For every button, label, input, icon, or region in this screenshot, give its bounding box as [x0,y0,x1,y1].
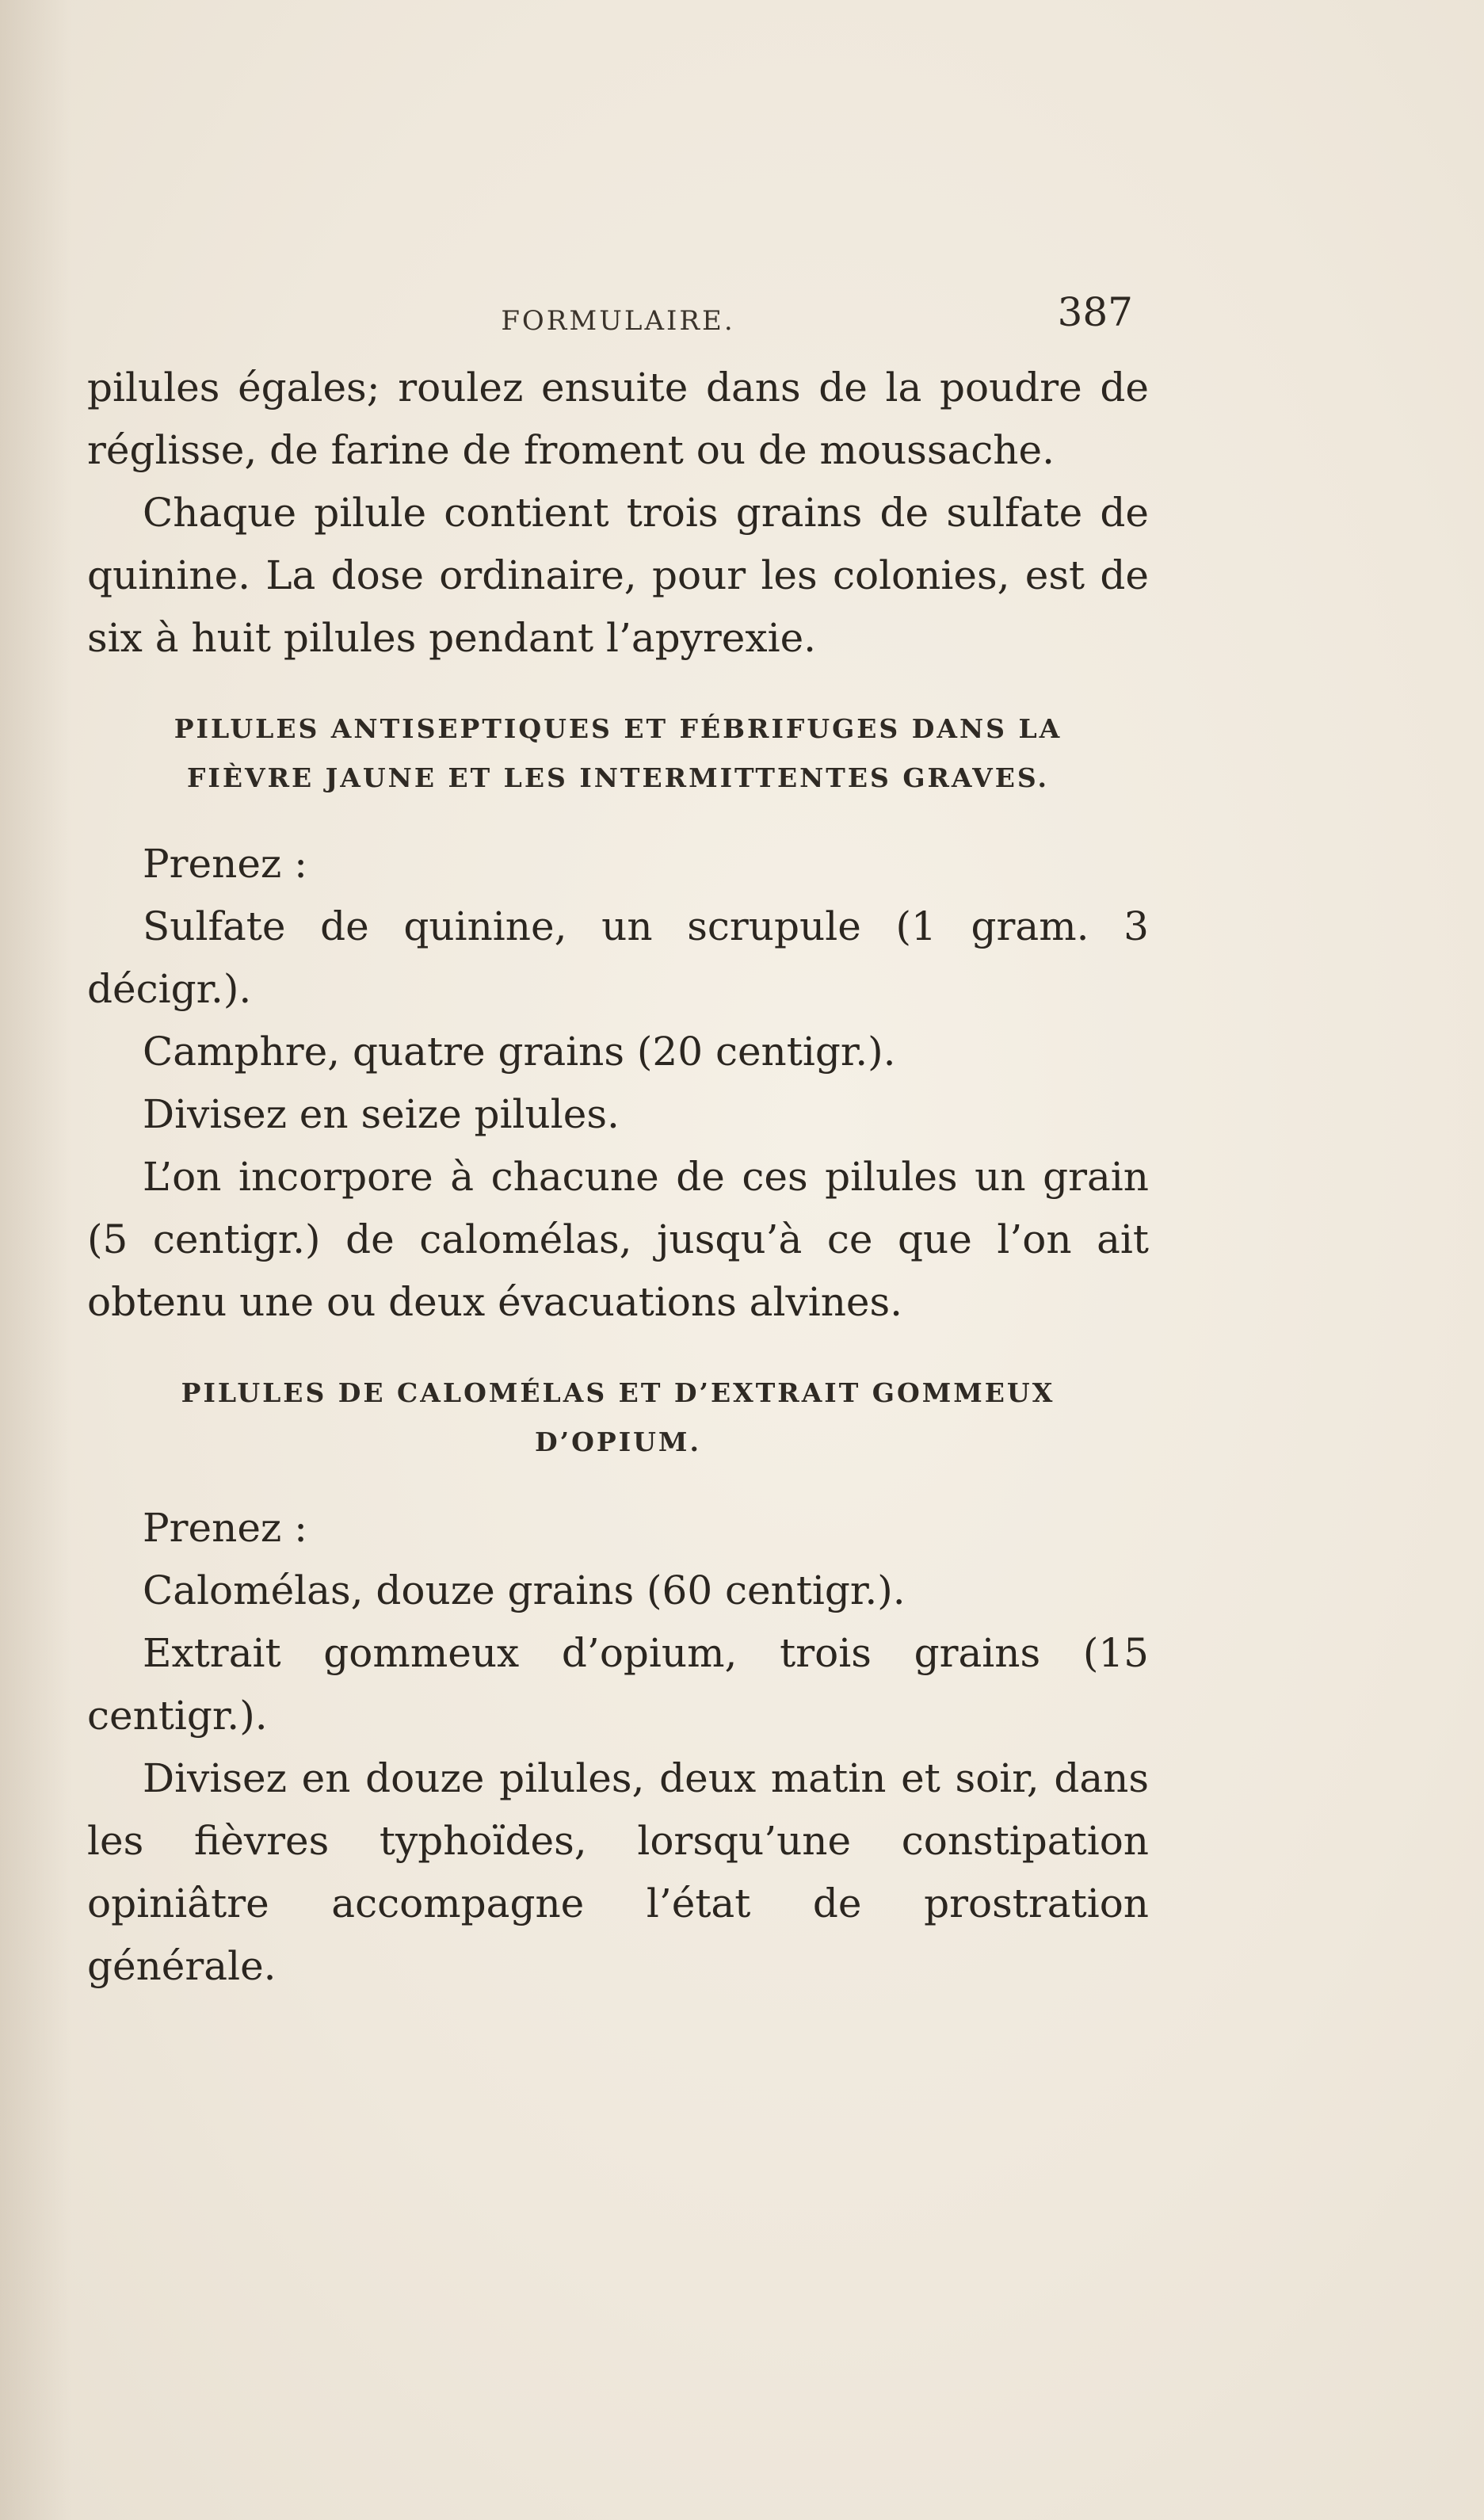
section-heading-line: FIÈVRE JAUNE ET LES INTERMITTENTES GRAVES. [186,762,1050,793]
recipe-line: Prenez : [143,1505,308,1551]
section-heading [87,704,1149,803]
page-header [87,289,1149,361]
paragraph: Chaque pilule contient trois grains de sulfate de quinine. La dose ordinaire, pour les colonies, est de six à huit pilules pendant l’apyrexie. [87,490,1149,661]
paragraph: pilules égales; roulez ensuite dans de la poudre de réglisse, de farine de froment ou de moussache. [87,365,1149,473]
recipe-line: Camphre, quatre grains (20 centigr.). [143,1029,896,1075]
section-heading-line: D’OPIUM. [535,1426,701,1457]
page-body [87,357,1149,1998]
section-heading [87,1369,1149,1467]
section-heading-line: PILULES ANTISEPTIQUES ET FÉBRIFUGES DANS LA [174,713,1062,744]
recipe-line: Prenez : [143,841,308,887]
recipe-line: Calomélas, douze grains (60 centigr.). [143,1567,906,1613]
recipe-line: Sulfate de quinine, un scrupule (1 gram. 3 décigr.). [87,903,1149,1012]
recipe-line: L’on incorpore à chacune de ces pilules un grain (5 centigr.) de calomélas, jusqu’à ce que l’on ait obtenu une ou deux évacuations alvines. [87,1154,1149,1325]
recipe-line: Extrait gommeux d’opium, trois grains (15 centigr.). [87,1630,1149,1739]
page-gutter-shadow [0,0,71,2520]
running-head: FORMULAIRE. [501,305,735,337]
page-number: 387 [1057,289,1133,335]
recipe-line: Divisez en douze pilules, deux matin et soir, dans les fièvres typhoïdes, lorsqu’une constipation opiniâtre accompagne l’état de prostration générale. [87,1755,1149,1989]
section-heading-line: PILULES DE CALOMÉLAS ET D’EXTRAIT GOMMEUX [181,1377,1055,1408]
recipe-line: Divisez en seize pilules. [143,1091,620,1137]
